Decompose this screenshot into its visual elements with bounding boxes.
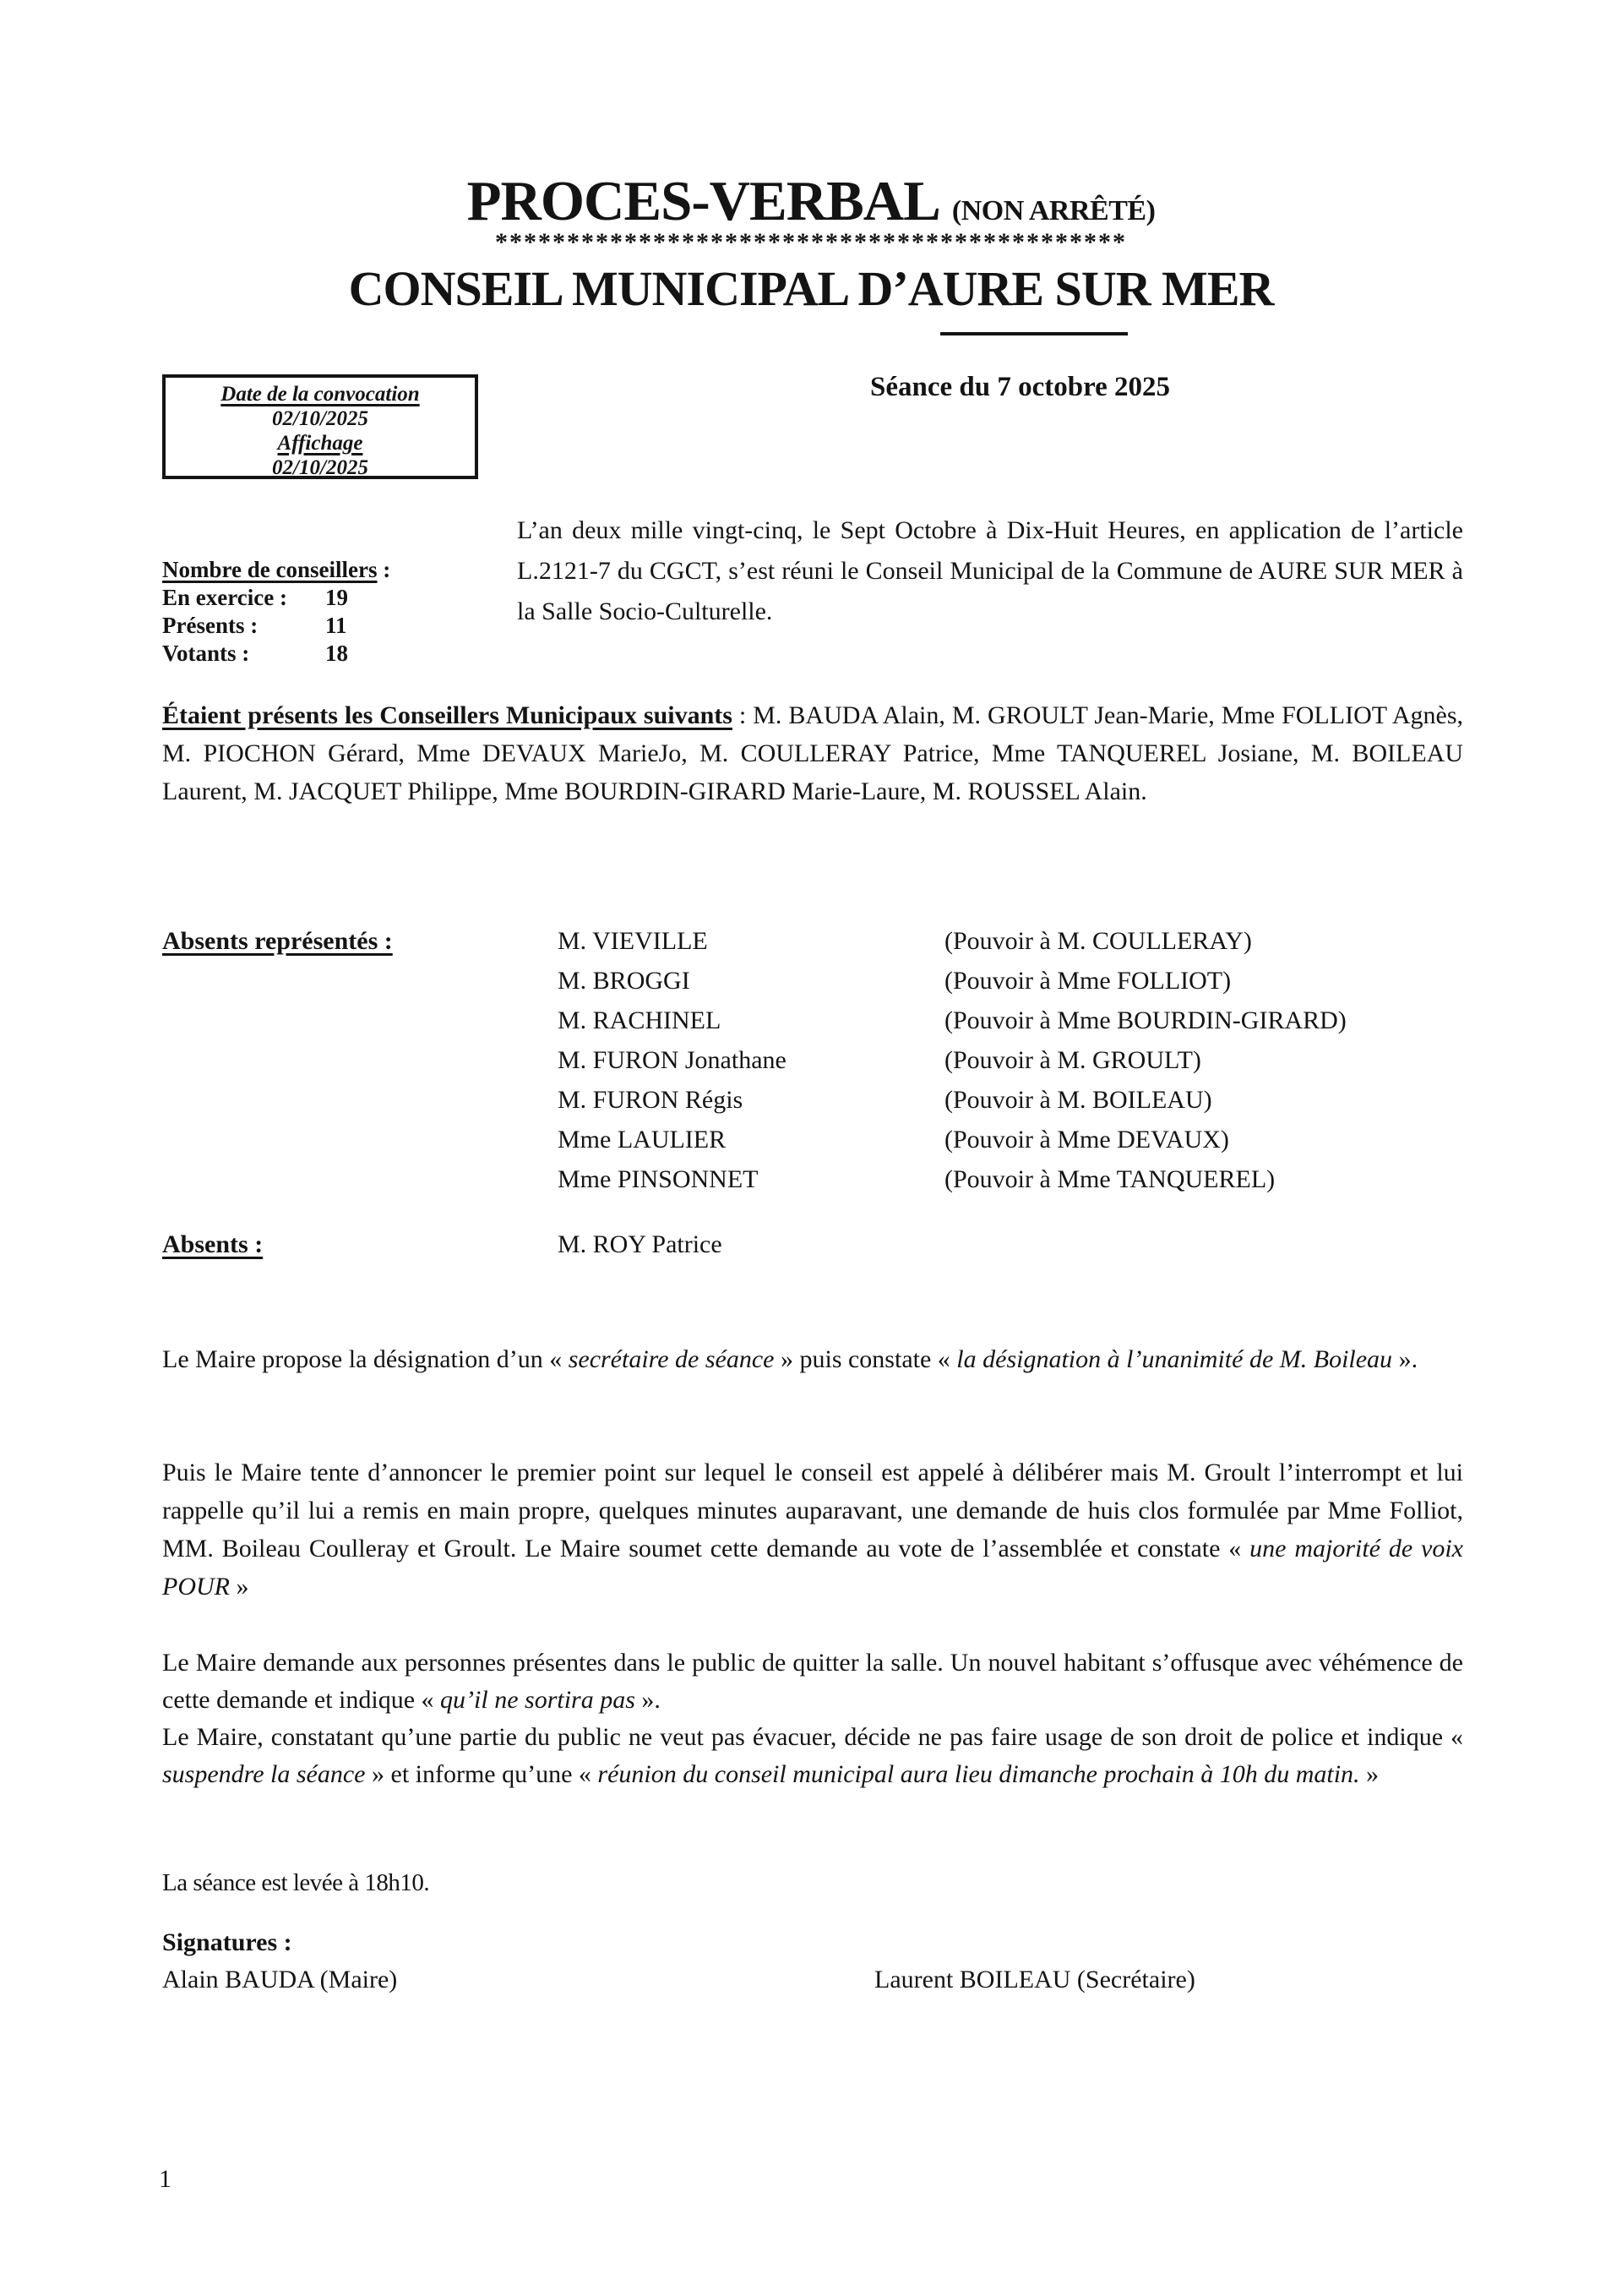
posting-label: Affichage: [277, 432, 363, 455]
proxy-note: (Pouvoir à Mme FOLLIOT): [944, 967, 1232, 995]
proxy-note: (Pouvoir à M. BOILEAU): [944, 1086, 1212, 1114]
count-label: En exercice :: [162, 585, 287, 610]
count-value: 11: [325, 613, 347, 638]
convocation-box: [162, 374, 478, 479]
convocation-date-value: 02/10/2025: [272, 407, 368, 430]
absent-name: M. VIEVILLE: [558, 927, 708, 955]
absent-name: M. BROGGI: [558, 967, 690, 995]
absent-name: M. ROY Patrice: [558, 1230, 722, 1258]
proxy-note: (Pouvoir à Mme BOURDIN-GIRARD): [944, 1006, 1347, 1034]
signatures-label: Signatures :: [162, 1928, 292, 1956]
proxy-note: (Pouvoir à M. GROULT): [944, 1046, 1201, 1074]
body-paragraph-secretaire: Le Maire propose la désignation d’un « secrétaire de séance » puis constate « la désignation à l’unanimité de M. Boileau ».: [162, 1345, 1418, 1373]
absent-name: M. FURON Jonathane: [558, 1046, 787, 1074]
proxy-note: (Pouvoir à Mme DEVAUX): [944, 1126, 1229, 1153]
body-paragraph-public: [162, 1644, 1463, 1793]
presents-list: : M. BAUDA Alain, M. GROULT Jean-Marie, Mme FOLLIOT Agnès, M. PIOCHON Gérard, Mme DEVAUX MarieJo, M. COULLERAY Patrice, Mme TANQUEREL Josiane, M. BOILEAU Laurent, M. JACQUET Philippe, Mme BOURDIN-GIRARD Marie-Laure, M. ROUSSEL Alain.: [162, 701, 1463, 805]
closing-line: La séance est levée à 18h10.: [162, 1869, 430, 1896]
present-councillors-paragraph: [162, 696, 1463, 810]
count-row: [162, 640, 390, 668]
posting-date-value: 02/10/2025: [272, 456, 368, 479]
title-separator-stars: ********************************************: [495, 228, 1127, 256]
signatures-row: [162, 1966, 1463, 1994]
intro-paragraph: L’an deux mille vingt-cinq, le Sept Octobre à Dix-Huit Heures, en application de l’article L.2121-7 du CGCT, s’est réuni le Conseil Municipal de la Commune de AURE SUR MER à la Salle Socio-Culturelle.: [517, 516, 1463, 625]
count-value: 18: [325, 641, 348, 666]
proxy-note: (Pouvoir à Mme TANQUEREL): [944, 1165, 1276, 1193]
presents-label: Étaient présents les Conseillers Municipaux suivants: [162, 701, 732, 729]
absent-name: Mme PINSONNET: [558, 1165, 759, 1193]
page-title-status: (NON ARRÊTÉ): [951, 195, 1156, 226]
absents-represented-proxies: [944, 921, 1347, 1199]
counts-title-colon: :: [377, 557, 391, 582]
page-title-main: PROCES-VERBAL: [466, 170, 940, 232]
counts-title-row: [162, 556, 390, 584]
absents-represented-names: [558, 921, 787, 1199]
absent-name: Mme LAULIER: [558, 1126, 727, 1153]
councillor-counts: [162, 556, 390, 668]
absent-name: M. FURON Régis: [558, 1086, 743, 1114]
body-paragraph-suspension: Le Maire, constatant qu’une partie du public ne veut pas évacuer, décide ne pas faire usage de son droit de police et indique « suspendre la séance » et informe qu’une « réunion du conseil municipal aura lieu dimanche prochain à 10h du matin. »: [162, 1723, 1463, 1788]
signature-maire: Alain BAUDA (Maire): [162, 1966, 398, 1993]
count-row: [162, 612, 390, 640]
count-label: Votants :: [162, 641, 250, 666]
absents-section: [162, 1230, 1463, 1259]
absent-name: M. RACHINEL: [558, 1006, 721, 1034]
counts-title: Nombre de conseillers: [162, 557, 378, 582]
page-number: 1: [159, 2165, 171, 2193]
count-value: 19: [325, 585, 348, 610]
proxy-note: (Pouvoir à M. COULLERAY): [944, 927, 1252, 955]
body-paragraph-huis-clos: Puis le Maire tente d’annoncer le premier point sur lequel le conseil est appelé à délibérer mais M. Groult l’interrompt et lui rappelle qu’il lui a remis en main propre, quelques minutes auparavant, une demande de huis clos formulée par Mme Folliot, MM. Boileau Coulleray et Groult. Le Maire soumet cette demande au vote de l’assemblée et constate « une majorité de voix POUR »: [162, 1459, 1463, 1601]
session-heading: Séance du 7 octobre 2025: [870, 372, 1171, 402]
page-title: [0, 169, 1622, 234]
body-paragraph-quitter-salle: Le Maire demande aux personnes présentes dans le public de quitter la salle. Un nouvel habitant s’offusque avec véhémence de cette demande et indique « qu’il ne sortira pas ».: [162, 1649, 1463, 1714]
absents-represented-label: Absents représentés :: [162, 927, 393, 955]
title-underline-rule: [940, 332, 1128, 335]
count-row: [162, 584, 390, 612]
absents-label: Absents :: [162, 1230, 264, 1258]
convocation-date-label: Date de la convocation: [220, 383, 420, 406]
signature-secretaire: Laurent BOILEAU (Secrétaire): [874, 1966, 1195, 1993]
council-title: CONSEIL MUNICIPAL D’AURE SUR MER: [348, 261, 1274, 316]
count-label: Présents :: [162, 613, 259, 638]
